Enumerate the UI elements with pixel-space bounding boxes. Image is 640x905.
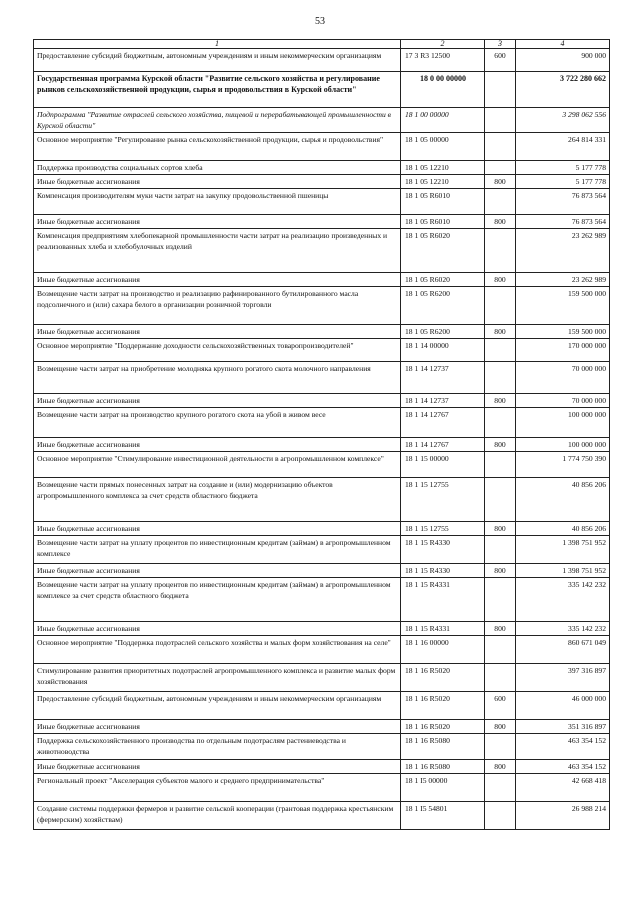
row-code: 18 1 15 R4331 — [401, 622, 485, 636]
header-col-2: 2 — [401, 40, 485, 49]
row-expense-type — [485, 133, 516, 161]
header-col-3: 3 — [485, 40, 516, 49]
row-expense-type — [485, 72, 516, 108]
row-code: 18 1 05 R6020 — [401, 229, 485, 273]
row-expense-type — [485, 664, 516, 692]
row-code: 18 1 15 R4330 — [401, 564, 485, 578]
row-description: Основное мероприятие "Стимулирование инвестиционной деятельности в агропромышленном комплексе" — [34, 452, 401, 478]
table-row — [34, 72, 610, 108]
table-row — [34, 325, 610, 339]
row-code: 18 1 16 R5020 — [401, 692, 485, 720]
row-description: Иные бюджетные ассигнования — [34, 564, 401, 578]
row-amount: 100 000 000 — [516, 438, 610, 452]
row-description: Подпрограмма "Развитие отраслей сельского хозяйства, пищевой и перерабатывающей промышленности в Курской области" — [34, 108, 401, 133]
row-expense-type — [485, 578, 516, 622]
row-amount: 23 262 989 — [516, 273, 610, 287]
row-description: Предоставление субсидий бюджетным, автономным учреждениям и иным некоммерческим организациям — [34, 49, 401, 72]
row-code: 18 1 15 R4330 — [401, 536, 485, 564]
row-expense-type: 800 — [485, 522, 516, 536]
row-amount: 26 988 214 — [516, 802, 610, 830]
row-code: 18 1 16 R5080 — [401, 734, 485, 760]
row-code: 18 1 05 R6010 — [401, 215, 485, 229]
row-description: Иные бюджетные ассигнования — [34, 760, 401, 774]
row-expense-type — [485, 229, 516, 273]
table-row — [34, 760, 610, 774]
table-row — [34, 438, 610, 452]
row-code: 18 1 05 R6200 — [401, 287, 485, 325]
row-description: Иные бюджетные ассигнования — [34, 522, 401, 536]
table-row — [34, 636, 610, 664]
row-amount: 3 722 280 662 — [516, 72, 610, 108]
row-amount: 264 814 331 — [516, 133, 610, 161]
table-row — [34, 273, 610, 287]
row-code: 18 1 16 R5020 — [401, 664, 485, 692]
row-code: 18 0 00 00000 — [401, 72, 485, 108]
row-expense-type: 600 — [485, 49, 516, 72]
row-amount: 23 262 989 — [516, 229, 610, 273]
budget-table — [33, 39, 610, 830]
row-amount: 1 774 750 390 — [516, 452, 610, 478]
row-description: Компенсация производителям муки части затрат на закупку продовольственной пшеницы — [34, 189, 401, 215]
row-amount: 170 000 000 — [516, 339, 610, 362]
row-expense-type: 800 — [485, 325, 516, 339]
row-amount: 1 398 751 952 — [516, 536, 610, 564]
header-col-4: 4 — [516, 40, 610, 49]
table-row — [34, 802, 610, 830]
row-expense-type: 800 — [485, 175, 516, 189]
row-amount: 351 316 897 — [516, 720, 610, 734]
row-description: Иные бюджетные ассигнования — [34, 438, 401, 452]
row-code: 18 1 14 12737 — [401, 362, 485, 394]
row-expense-type — [485, 362, 516, 394]
row-description: Основное мероприятие "Поддержка подотраслей сельского хозяйства и малых форм хозяйствования на селе" — [34, 636, 401, 664]
row-code: 18 1 15 12755 — [401, 478, 485, 522]
row-code: 17 3 R3 12500 — [401, 49, 485, 72]
table-row — [34, 622, 610, 636]
row-amount: 5 177 778 — [516, 175, 610, 189]
row-description: Возмещение части затрат на производство и реализацию рафинированного бутилированного масла подсолнечного и (или) сахара белого в организации розничной торговли — [34, 287, 401, 325]
row-amount: 860 671 049 — [516, 636, 610, 664]
table-row — [34, 161, 610, 175]
row-code: 18 1 00 00000 — [401, 108, 485, 133]
row-code: 18 1 16 00000 — [401, 636, 485, 664]
row-amount: 76 873 564 — [516, 215, 610, 229]
row-code: 18 1 16 R5020 — [401, 720, 485, 734]
row-description: Возмещение части затрат на приобретение молодняка крупного рогатого скота молочного направления — [34, 362, 401, 394]
row-description: Основное мероприятие "Регулирование рынка сельскохозяйственной продукции, сырья и продовольствия" — [34, 133, 401, 161]
table-row — [34, 452, 610, 478]
row-amount: 335 142 232 — [516, 578, 610, 622]
table-row — [34, 664, 610, 692]
row-expense-type — [485, 452, 516, 478]
row-description: Создание системы поддержки фермеров и развитие сельской кооперации (грантовая поддержка крестьянским (фермерским) хозяйствам) — [34, 802, 401, 830]
table-row — [34, 692, 610, 720]
header-col-1: 1 — [34, 40, 401, 49]
row-description: Иные бюджетные ассигнования — [34, 215, 401, 229]
row-amount: 397 316 897 — [516, 664, 610, 692]
row-expense-type — [485, 636, 516, 664]
row-amount: 42 668 418 — [516, 774, 610, 802]
row-expense-type: 800 — [485, 394, 516, 408]
row-description: Основное мероприятие "Поддержание доходности сельскохозяйственных товаропроизводителей" — [34, 339, 401, 362]
row-code: 18 1 05 12210 — [401, 161, 485, 175]
row-amount: 46 000 000 — [516, 692, 610, 720]
row-amount: 40 856 206 — [516, 478, 610, 522]
table-row — [34, 522, 610, 536]
row-description: Предоставление субсидий бюджетным, автономным учреждениям и иным некоммерческим организациям — [34, 692, 401, 720]
table-row — [34, 175, 610, 189]
row-description: Возмещение части прямых понесенных затрат на создание и (или) модернизацию объектов агропромышленного комплекса за счет средств областного бюджета — [34, 478, 401, 522]
row-description: Возмещение части затрат на производство крупного рогатого скота на убой в живом весе — [34, 408, 401, 438]
row-code: 18 1 14 12737 — [401, 394, 485, 408]
row-amount: 159 500 000 — [516, 287, 610, 325]
row-amount: 900 000 — [516, 49, 610, 72]
row-amount: 3 298 062 556 — [516, 108, 610, 133]
table-row — [34, 478, 610, 522]
row-expense-type: 800 — [485, 564, 516, 578]
row-amount: 40 856 206 — [516, 522, 610, 536]
table-row — [34, 287, 610, 325]
row-amount: 100 000 000 — [516, 408, 610, 438]
row-expense-type — [485, 536, 516, 564]
row-description: Государственная программа Курской области "Развитие сельского хозяйства и регулирование рынков сельскохозяйственной продукции, сырья и продовольствия в Курской области" — [34, 72, 401, 108]
table-row — [34, 536, 610, 564]
row-expense-type — [485, 287, 516, 325]
row-expense-type: 800 — [485, 215, 516, 229]
row-expense-type: 600 — [485, 692, 516, 720]
table-row — [34, 133, 610, 161]
table-row — [34, 774, 610, 802]
row-expense-type — [485, 802, 516, 830]
table-row — [34, 215, 610, 229]
row-expense-type — [485, 774, 516, 802]
row-expense-type: 800 — [485, 438, 516, 452]
row-amount: 463 354 152 — [516, 734, 610, 760]
table-row — [34, 339, 610, 362]
row-description: Возмещение части затрат на уплату процентов по инвестиционным кредитам (займам) в агропромышленном комплексе — [34, 536, 401, 564]
table-row — [34, 734, 610, 760]
row-expense-type: 800 — [485, 760, 516, 774]
table-row — [34, 720, 610, 734]
table-row — [34, 108, 610, 133]
row-code: 18 1 05 R6010 — [401, 189, 485, 215]
row-expense-type — [485, 478, 516, 522]
row-description: Поддержка сельскохозяйственного производства по отдельным подотраслям растениеводства и животноводства — [34, 734, 401, 760]
row-description: Региональный проект "Акселерация субъектов малого и среднего предпринимательства" — [34, 774, 401, 802]
table-row — [34, 578, 610, 622]
table-row — [34, 229, 610, 273]
row-description: Иные бюджетные ассигнования — [34, 325, 401, 339]
row-amount: 76 873 564 — [516, 189, 610, 215]
row-expense-type: 800 — [485, 273, 516, 287]
row-description: Компенсация предприятиям хлебопекарной промышленности части затрат на реализацию произведенных и реализованных хлеба и хлебобулочных изделий — [34, 229, 401, 273]
table-row — [34, 564, 610, 578]
row-description: Поддержка производства социальных сортов хлеба — [34, 161, 401, 175]
row-amount: 159 500 000 — [516, 325, 610, 339]
row-code: 18 1 14 00000 — [401, 339, 485, 362]
row-description: Возмещение части затрат на уплату процентов по инвестиционным кредитам (займам) в агропромышленном комплексе за счет средств областного бюджета — [34, 578, 401, 622]
row-code: 18 1 05 R6020 — [401, 273, 485, 287]
row-expense-type — [485, 734, 516, 760]
row-code: 18 1 15 00000 — [401, 452, 485, 478]
row-amount: 335 142 232 — [516, 622, 610, 636]
row-code: 18 1 15 R4331 — [401, 578, 485, 622]
row-code: 18 1 05 12210 — [401, 175, 485, 189]
row-expense-type — [485, 339, 516, 362]
table-row — [34, 394, 610, 408]
table-row — [34, 362, 610, 394]
row-amount: 1 398 751 952 — [516, 564, 610, 578]
row-code: 18 1 I5 00000 — [401, 774, 485, 802]
row-code: 18 1 I5 54801 — [401, 802, 485, 830]
row-description: Иные бюджетные ассигнования — [34, 622, 401, 636]
row-code: 18 1 16 R5080 — [401, 760, 485, 774]
table-row — [34, 49, 610, 72]
row-description: Стимулирование развития приоритетных подотраслей агропромышленного комплекса и развитие малых форм хозяйствования — [34, 664, 401, 692]
row-expense-type — [485, 108, 516, 133]
row-amount: 463 354 152 — [516, 760, 610, 774]
row-description: Иные бюджетные ассигнования — [34, 273, 401, 287]
row-expense-type: 800 — [485, 622, 516, 636]
row-amount: 5 177 778 — [516, 161, 610, 175]
row-expense-type — [485, 161, 516, 175]
table-header-row — [34, 40, 610, 49]
row-code: 18 1 14 12767 — [401, 408, 485, 438]
row-code: 18 1 05 R6200 — [401, 325, 485, 339]
row-expense-type — [485, 189, 516, 215]
table-row — [34, 189, 610, 215]
row-amount: 70 000 000 — [516, 362, 610, 394]
row-code: 18 1 15 12755 — [401, 522, 485, 536]
table-row — [34, 408, 610, 438]
page-number: 53 — [315, 16, 325, 27]
row-code: 18 1 14 12767 — [401, 438, 485, 452]
row-description: Иные бюджетные ассигнования — [34, 394, 401, 408]
row-expense-type: 800 — [485, 720, 516, 734]
row-description: Иные бюджетные ассигнования — [34, 175, 401, 189]
row-amount: 70 000 000 — [516, 394, 610, 408]
row-expense-type — [485, 408, 516, 438]
row-code: 18 1 05 00000 — [401, 133, 485, 161]
row-description: Иные бюджетные ассигнования — [34, 720, 401, 734]
